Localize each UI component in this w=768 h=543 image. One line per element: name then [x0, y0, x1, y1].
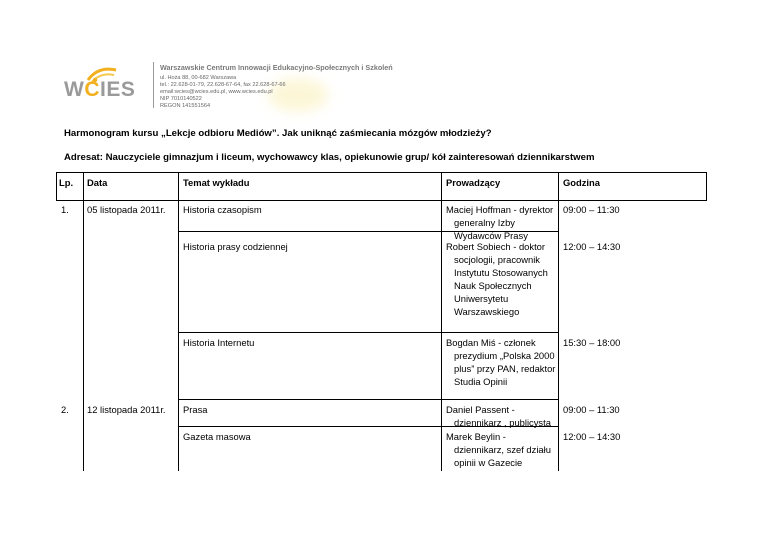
- lecture-time: 12:00 – 14:30: [563, 431, 621, 442]
- lecturer: Marek Beylin - dziennikarz, szef działu opinii w Gazecie: [446, 431, 551, 468]
- lecturer: Bogdan Miś - członek prezydium „Polska 2000 plus” przy PAN, redaktor Studia Opinii: [446, 337, 556, 387]
- lecture-topic: Historia Internetu: [183, 337, 255, 348]
- org-address: ul. Hoża 88, 00-682 Warszawa: [160, 75, 237, 81]
- wcies-logo: [64, 62, 146, 106]
- lecture-time: 15:30 – 18:00: [563, 337, 621, 348]
- row-lp: 1.: [61, 204, 69, 215]
- lecturer: Daniel Passent - dziennikarz , publicysta: [446, 404, 551, 428]
- org-phone: tel.: 22.628-01-79, 22.628-67-64, fax 22.628-67-66: [160, 82, 286, 88]
- row-date: 12 listopada 2011r.: [87, 404, 166, 415]
- audience-line: Adresat: Nauczyciele gimnazjum i liceum, wychowawcy klas, opiekunowie grup/ kół zainteresowań dziennikarstwem: [64, 152, 595, 163]
- org-name: Warszawskie Centrum Innowacji Edukacyjno-Społecznych i Szkoleń: [160, 63, 393, 72]
- lecturer: Maciej Hoffman - dyrektor generalny Izby Wydawców Prasy: [446, 204, 554, 241]
- lecture-time: 09:00 – 11:30: [563, 404, 620, 415]
- header-temat: Temat wykładu: [183, 177, 250, 188]
- row-date: 05 listopada 2011r.: [87, 204, 166, 215]
- schedule-table: [56, 172, 707, 471]
- lecture-topic: Historia czasopism: [183, 204, 262, 215]
- org-email: email:wcies@wcies.edu.pl, www.wcies.edu.pl: [160, 89, 273, 95]
- org-regon: REGON 141551564: [160, 103, 211, 109]
- logo-text: WCIES: [64, 78, 136, 101]
- header-data: Data: [87, 177, 108, 188]
- lecture-time: 12:00 – 14:30: [563, 241, 621, 252]
- page-title: Harmonogram kursu „Lekcje odbioru Mediów”. Jak uniknąć zaśmiecania mózgów młodzieży?: [64, 128, 492, 139]
- lecture-topic: Gazeta masowa: [183, 431, 251, 442]
- header-lp: Lp.: [59, 177, 74, 188]
- header-godzina: Godzina: [563, 177, 600, 188]
- lecture-topic: Historia prasy codziennej: [183, 241, 288, 252]
- org-nip: NIP 7010140522: [160, 96, 202, 102]
- org-info: [160, 63, 393, 110]
- lecture-time: 09:00 – 11:30: [563, 204, 620, 215]
- row-lp: 2.: [61, 404, 69, 415]
- header-prowadzacy: Prowadzący: [446, 177, 501, 188]
- letterhead-divider: [153, 62, 154, 108]
- lecturer: Robert Sobiech - doktor socjologii, pracownik Instytutu Stosowanych Nauk Społecznych Uniwersytetu Warszawskiego: [446, 241, 548, 317]
- lecture-topic: Prasa: [183, 404, 208, 415]
